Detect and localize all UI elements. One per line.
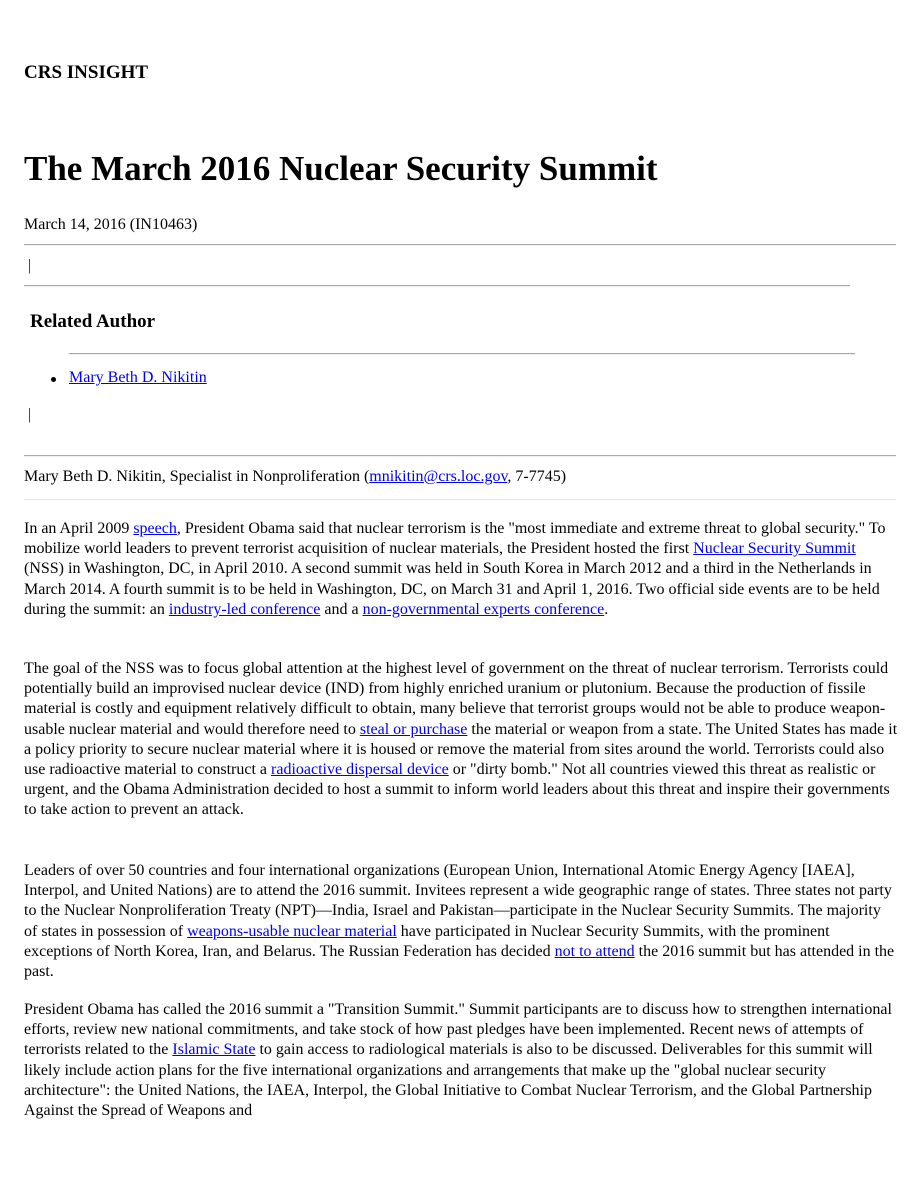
paragraph-text: (NSS) in Washington, DC, in April 2010. A second summit was held in South Korea in March 2012 and a third in the Netherlands in March 2014. A fourth summit is to be held in Washington, DC, on March 31 and April 1, 2016. Two official side events are to be held during the summit: an bbox=[24, 560, 880, 618]
speech-link[interactable]: speech bbox=[133, 520, 177, 537]
related-author-list bbox=[51, 369, 207, 387]
divider bbox=[24, 285, 850, 287]
paragraph-text: President Obama has called the 2016 summit a "Transition Summit." Summit participants are to discuss how to strengthen international efforts, review new national commitments, and take stock of how past pledges have been implemented. Recent news of attempts of terrorists related to the bbox=[24, 1001, 892, 1059]
islamic-state-link[interactable]: Islamic State bbox=[172, 1041, 256, 1059]
not-to-attend-link[interactable]: not to attend bbox=[554, 942, 635, 960]
paragraph-text: the 2016 summit but has attended in the past. bbox=[24, 942, 895, 981]
weapons-usable-material-link[interactable]: weapons-usable nuclear material bbox=[187, 922, 397, 940]
divider bbox=[69, 353, 855, 355]
paragraph-text: The goal of the NSS was to focus global attention at the highest level of government on the threat of nuclear terrorism. Terrorists could potentially build an improvised nuclear device (IND) from highly enriched uranium or plutonium. Because the production of fissile material is costly and equipment relatively difficult to obtain, many believe that terrorist groups would not be able to produce weapon-usable nuclear material and would therefore need to bbox=[24, 660, 889, 738]
byline-phone: , 7-7745) bbox=[507, 468, 567, 485]
divider bbox=[24, 455, 896, 457]
email-link[interactable]: mnikitin@crs.loc.gov bbox=[369, 468, 508, 485]
bottom-anchor-link[interactable]: | bbox=[24, 406, 32, 423]
paragraph-text: , President Obama said that nuclear terrorism is the "most immediate and extreme threat to global security." To mobilize world leaders to prevent terrorist acquisition of nuclear materials, the President hosted the first bbox=[24, 520, 886, 558]
related-author-heading: Related Author bbox=[30, 311, 156, 332]
report-type-label: CRS INSIGHT bbox=[24, 62, 149, 83]
paragraph-text: and a bbox=[320, 600, 363, 618]
paragraph-text: the material or weapon from a state. The United States has made it a policy priority to secure nuclear material where it is housed or remove the material from sites around the world. Terrorists could also use radioactive material to construct a bbox=[24, 720, 898, 779]
paragraph-text: to gain access to radiological materials is also to be discussed. Deliverables for this summit will likely include action plans for the five international organizations and arrangements that make up the "global nuclear security architecture": the United Nations, the IAEA, Interpol, the Global Initiative to Combat Nuclear Terrorism, and the Global Partnership Against the Spread of Weapons and bbox=[24, 1041, 873, 1120]
top-anchor-link[interactable]: | bbox=[24, 257, 32, 274]
divider bbox=[24, 244, 896, 246]
page-title: The March 2016 Nuclear Security Summit bbox=[24, 149, 658, 188]
divider bbox=[24, 499, 896, 500]
radioactive-dispersal-device-link[interactable]: radioactive dispersal device bbox=[271, 761, 449, 779]
body-paragraph bbox=[24, 659, 898, 821]
body-paragraph bbox=[24, 861, 898, 982]
nuclear-security-summit-link[interactable]: Nuclear Security Summit bbox=[693, 540, 856, 558]
paragraph-text: have participated in Nuclear Security Summits, with the prominent exceptions of North Korea, Iran, and Belarus. The Russian Federation has decided bbox=[24, 922, 830, 960]
list-item bbox=[51, 369, 207, 387]
ngo-conference-link[interactable]: non-governmental experts conference bbox=[362, 600, 605, 618]
paragraph-text: In an April 2009 bbox=[24, 520, 134, 537]
author-link[interactable]: Mary Beth D. Nikitin bbox=[69, 369, 207, 386]
author-byline bbox=[24, 468, 566, 486]
steal-or-purchase-link[interactable]: steal or purchase bbox=[359, 720, 468, 738]
paragraph-text: . bbox=[604, 600, 609, 618]
industry-conference-link[interactable]: industry-led conference bbox=[168, 600, 321, 618]
body-paragraph bbox=[24, 1000, 898, 1121]
paragraph-text: Leaders of over 50 countries and four international organizations (European Union, International Atomic Energy Agency [IAEA], Interpol, and United Nations) are to attend the 2016 summit. Invitees represent a wide geographic range of states. Three states not party to the Nuclear Nonproliferation Treaty (NPT)—India, Israel and Pakistan—participate in the Nuclear Security Summits. The majority of states in possession of bbox=[24, 862, 892, 940]
paragraph-text: or "dirty bomb." Not all countries viewed this threat as realistic or urgent, and the Obama Administration decided to host a summit to inform world leaders about this threat and inspire their governments to take action to prevent an attack. bbox=[24, 761, 890, 819]
body-paragraph bbox=[24, 519, 898, 620]
byline-text: Mary Beth D. Nikitin, Specialist in Nonproliferation ( bbox=[24, 468, 370, 485]
report-date: March 14, 2016 (IN10463) bbox=[24, 216, 198, 233]
